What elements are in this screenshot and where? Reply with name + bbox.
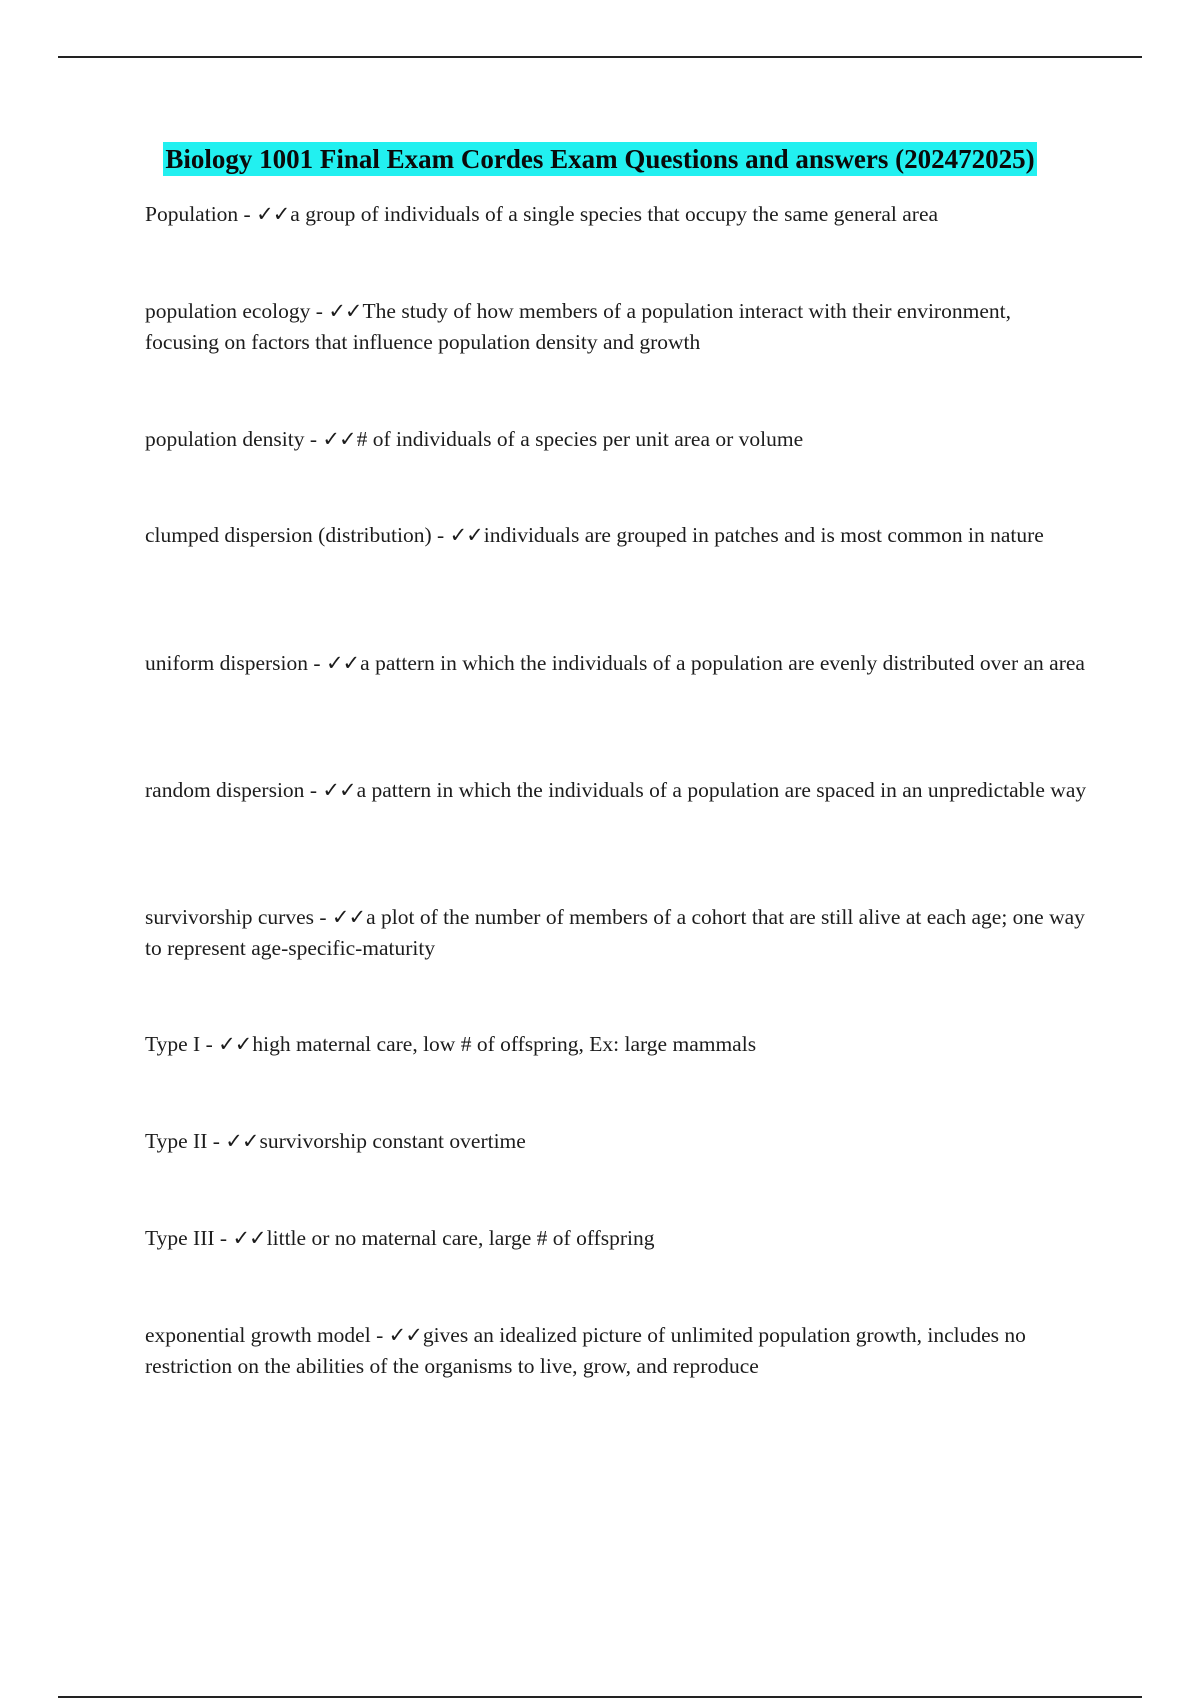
list-item [145, 424, 1090, 455]
entry-separator: - [304, 778, 323, 802]
entry-answer: survivorship constant overtime [259, 1129, 526, 1153]
entry-separator: - [214, 1226, 233, 1250]
entry-separator: - [207, 1129, 226, 1153]
double-check-icon: ✓✓ [322, 778, 356, 802]
entry-answer: gives an idealized picture of unlimited population growth, includes no restriction on the abilities of the organisms to live, grow, and reproduce [145, 1323, 1026, 1378]
entry-term: clumped dispersion (distribution) [145, 523, 432, 547]
entry-answer: a pattern in which the individuals of a population are evenly distributed over an area [360, 651, 1085, 675]
entry-term: population ecology [145, 299, 311, 323]
entry-answer: a plot of the number of members of a cohort that are still alive at each age; one way to represent age-specific-maturity [145, 905, 1085, 960]
double-check-icon: ✓✓ [232, 1226, 266, 1250]
list-item [145, 1029, 1090, 1060]
entry-term: Type II [145, 1129, 208, 1153]
double-check-icon: ✓✓ [322, 427, 356, 451]
entry-separator: - [310, 299, 329, 323]
entry-answer: little or no maternal care, large # of offspring [266, 1226, 655, 1250]
list-item [145, 648, 1090, 679]
list-item [145, 296, 1090, 358]
entry-separator: - [431, 523, 450, 547]
entry-answer: a pattern in which the individuals of a population are spaced in an unpredictable way [356, 778, 1087, 802]
entry-term: random dispersion [145, 778, 305, 802]
double-check-icon: ✓✓ [256, 202, 290, 226]
entry-answer: individuals are grouped in patches and is most common in nature [483, 523, 1044, 547]
entry-term: exponential growth model [145, 1323, 371, 1347]
entry-separator: - [304, 427, 323, 451]
double-check-icon: ✓✓ [331, 905, 366, 929]
list-item [145, 1320, 1090, 1382]
top-divider [58, 56, 1142, 58]
bottom-divider [58, 1696, 1142, 1698]
list-item [145, 1223, 1090, 1254]
double-check-icon: ✓✓ [388, 1323, 422, 1347]
list-item [145, 520, 1090, 551]
entry-term: uniform dispersion [145, 651, 309, 675]
entry-separator: - [370, 1323, 389, 1347]
entry-separator: - [314, 905, 332, 929]
entry-answer: # of individuals of a species per unit area or volume [356, 427, 804, 451]
double-check-icon: ✓✓ [449, 523, 483, 547]
entry-separator: - [308, 651, 326, 675]
entry-separator: - [238, 202, 257, 226]
list-item [145, 1126, 1090, 1157]
double-check-icon: ✓✓ [225, 1129, 259, 1153]
document-title: Biology 1001 Final Exam Cordes Exam Questions and answers (202472025) [165, 144, 1035, 174]
list-item [145, 902, 1090, 964]
list-item [145, 775, 1090, 806]
entry-term: Population [145, 202, 239, 226]
double-check-icon: ✓✓ [325, 651, 360, 675]
entry-separator: - [200, 1032, 219, 1056]
entry-term: population density [145, 427, 305, 451]
entry-term: Type III [145, 1226, 215, 1250]
entry-term: Type I [145, 1032, 201, 1056]
double-check-icon: ✓✓ [218, 1032, 252, 1056]
entry-answer: a group of individuals of a single species that occupy the same general area [290, 202, 939, 226]
entry-answer: high maternal care, low # of offspring, Ex: large mammals [252, 1032, 757, 1056]
double-check-icon: ✓✓ [328, 299, 362, 323]
entry-answer: The study of how members of a population interact with their environment, focusing on factors that influence population density and growth [145, 299, 1011, 354]
list-item [145, 199, 1090, 230]
title-container [0, 142, 1200, 176]
entry-term: survivorship curves [145, 905, 314, 929]
